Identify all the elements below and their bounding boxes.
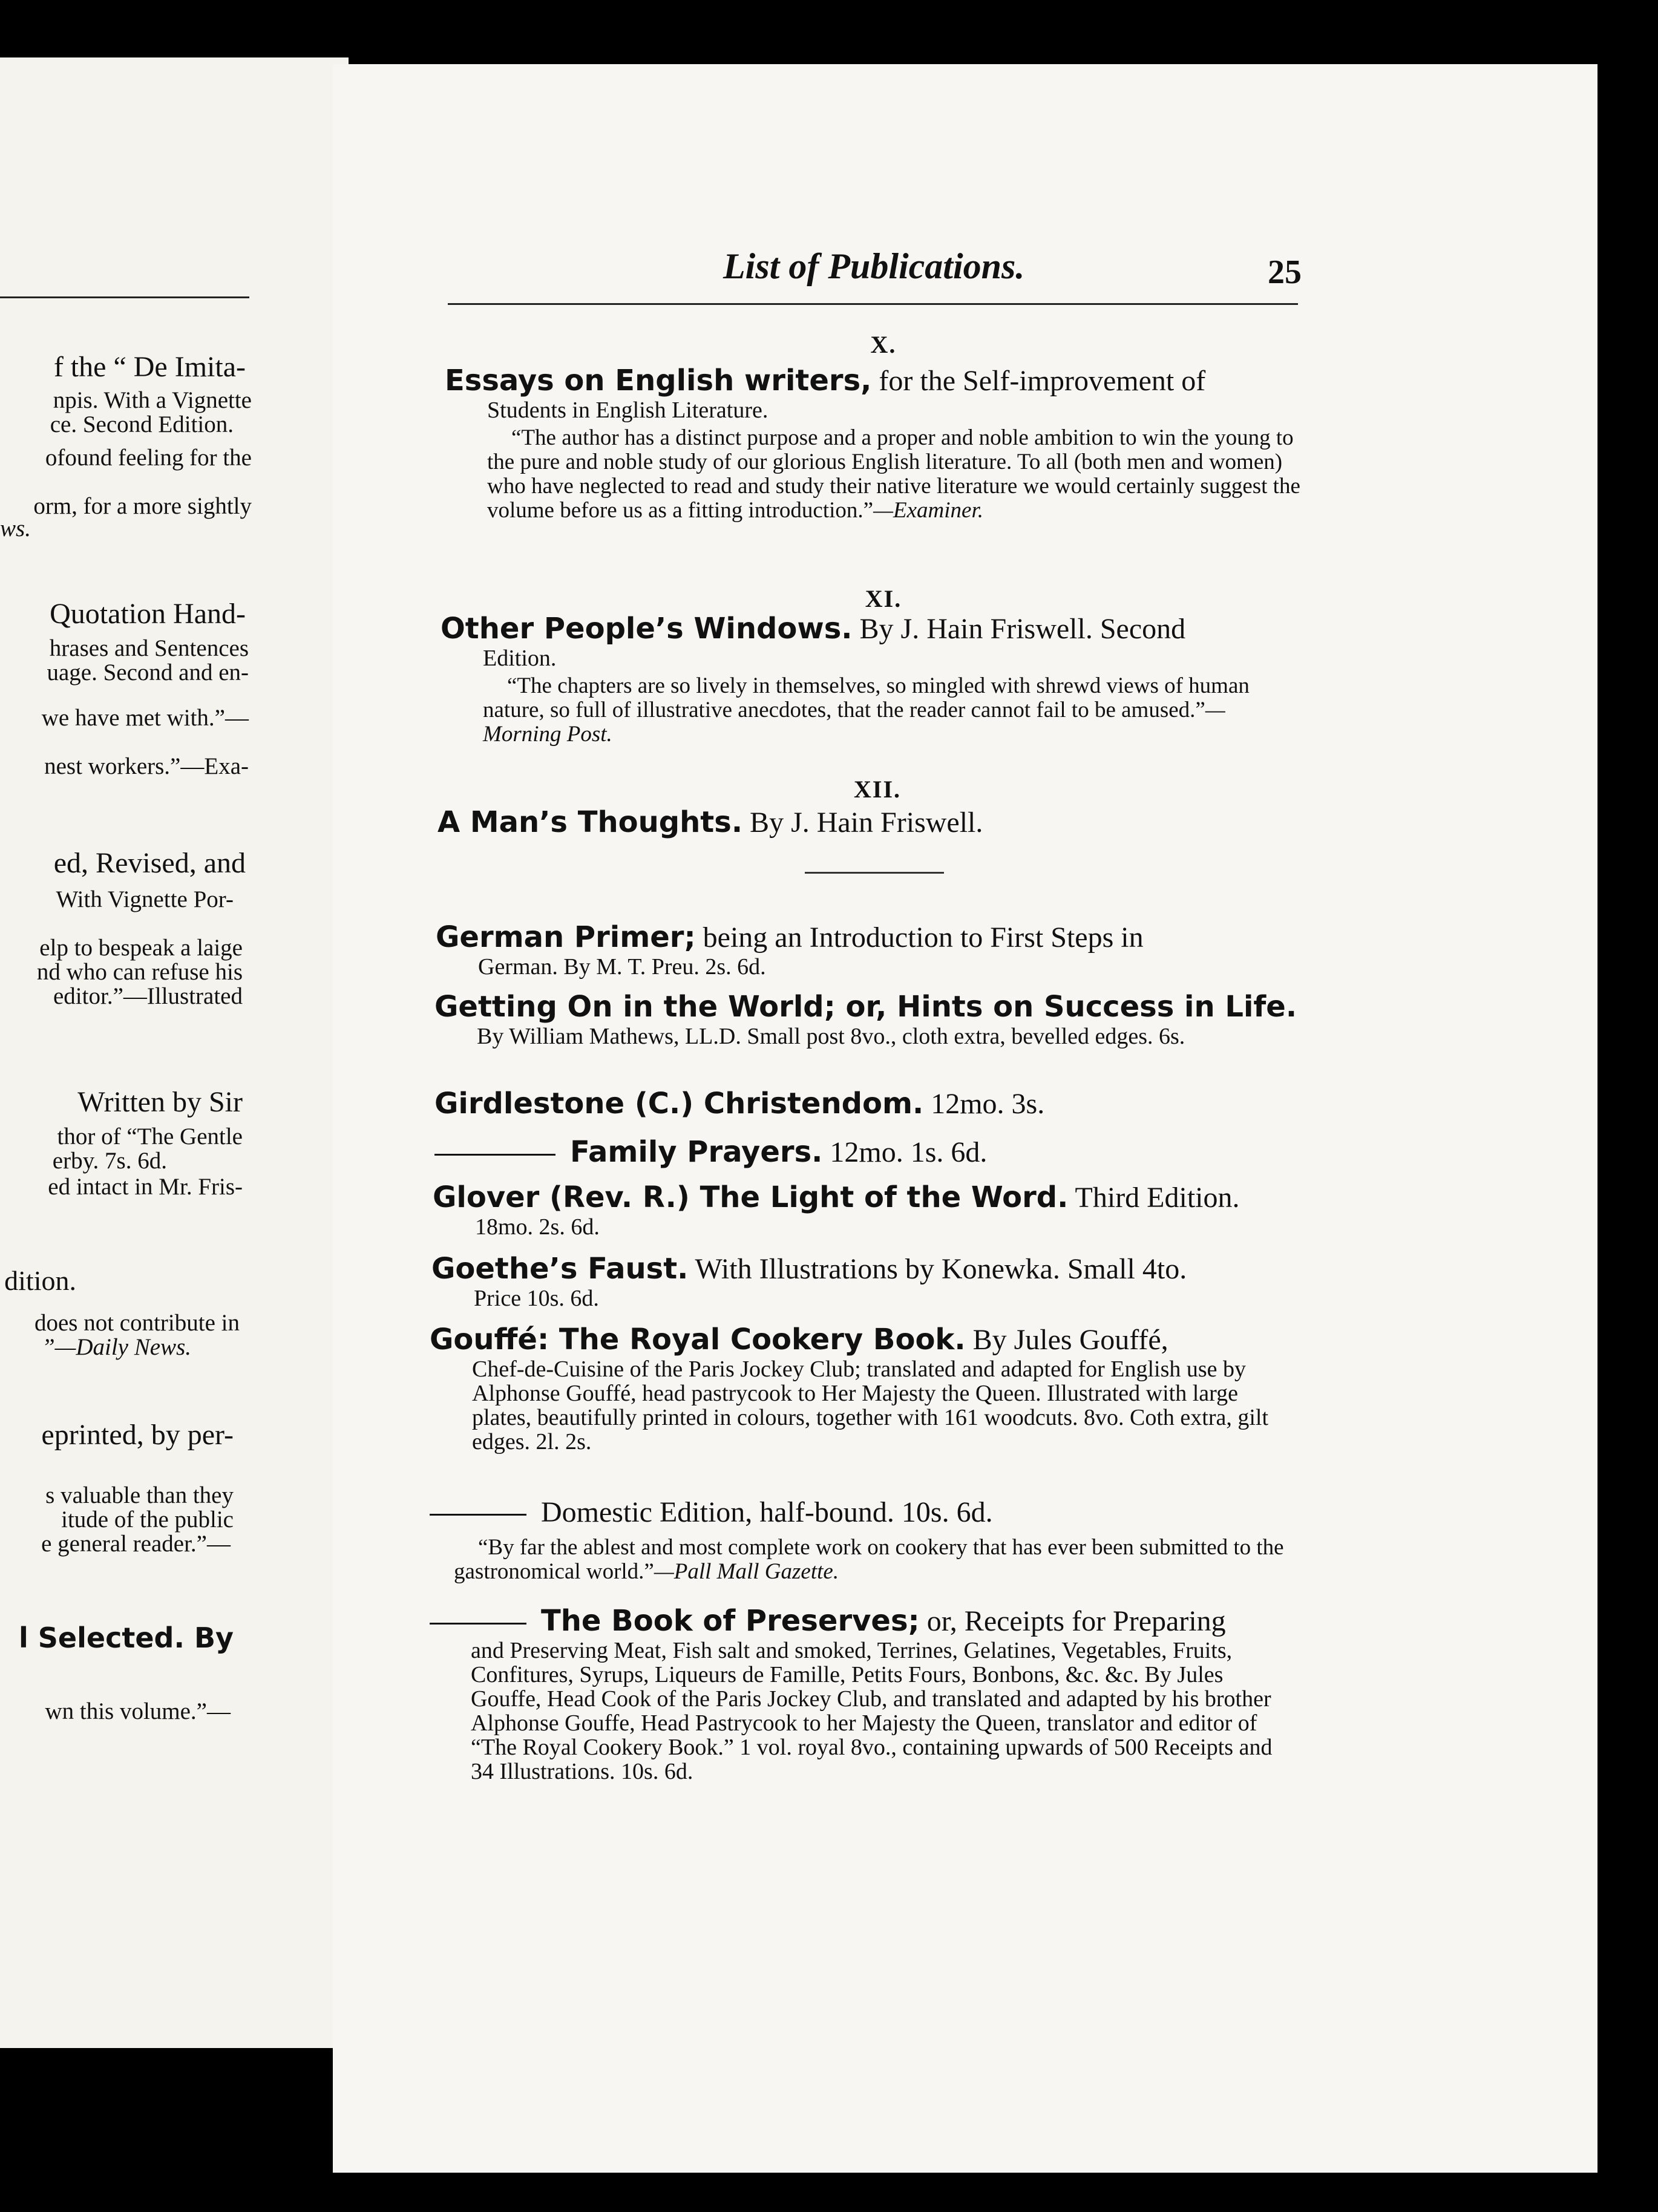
header-rule [448, 303, 1298, 305]
entry-goethes-faust [431, 1252, 1291, 1311]
left-line: l Selected. By [19, 1621, 234, 1654]
entry-heading [430, 1495, 1289, 1530]
entry-heading-rest: By Jules Gouffé, [965, 1324, 1168, 1356]
left-line: Written by Sir [77, 1086, 243, 1118]
left-line: nd who can refuse his [36, 959, 243, 985]
entry-title: Other People’s Windows. [441, 612, 853, 646]
entry-heading [430, 1323, 1289, 1357]
entry-heading [431, 1252, 1291, 1286]
review-source: —Pall Mall Gazette. [654, 1559, 839, 1584]
entry-heading-rest: for the Self-improvement of [871, 365, 1206, 397]
entry-review [487, 426, 1304, 523]
left-line: elp to bespeak a laige [39, 935, 243, 961]
entry-a-mans-thoughts [437, 805, 1297, 840]
left-line: ws. [0, 515, 31, 542]
left-line: dition. [4, 1265, 76, 1296]
entry-heading-rest: being an Introduction to First Steps in [695, 921, 1144, 954]
review-text: “By far the ablest and most complete work on cookery that has ever been submitted to the gastronomical world.” [454, 1535, 1284, 1584]
entry-body: Edition. [483, 646, 557, 671]
section-divider [805, 872, 944, 874]
left-line: eprinted, by per- [41, 1419, 234, 1451]
left-line: Quotation Hand- [50, 598, 246, 630]
entry-heading-rest: 12mo. 1s. 6d. [822, 1136, 988, 1168]
left-line: does not contribute in [34, 1310, 240, 1336]
review-text: “The author has a distinct purpose and a proper and noble ambition to win the young to the pure and noble study of our glorious English literature. To all (both men and women) who have neglected to read and study their native literature we would certainly suggest the volume before us as a fitting introduction.” [487, 425, 1300, 523]
entry-heading [445, 364, 1304, 398]
left-line: ce. Second Edition. [50, 411, 234, 437]
entry-girdlestone [434, 1087, 1294, 1121]
left-line: thor of “The Gentle [57, 1124, 243, 1150]
entry-heading [441, 612, 1301, 646]
entry-title: The Book of Preserves; [541, 1604, 920, 1638]
left-line: editor.”—Illustrated [53, 983, 243, 1009]
entry-body: By William Mathews, LL.D. Small post 8vo., cloth extra, bevelled edges. 6s. [477, 1024, 1185, 1049]
entry-title: Goethe’s Faust. [431, 1252, 689, 1286]
left-line: With Vignette Por- [56, 886, 234, 912]
entry-body: Chef-de-Cuisine of the Paris Jockey Club; translated and adapted for English use by Alphonse Gouffé, head pastrycook to Her Majesty the Queen. Illustrated with large plates, beautifully printed in colours, together with 161 woodcuts. 8vo. Coth extra, gilt edges. 2l. 2s. [472, 1356, 1269, 1454]
right-page [333, 64, 1597, 2173]
ditto-dash [430, 1514, 526, 1516]
entry-family-prayers [434, 1135, 1294, 1170]
running-header-title: List of Publications. [723, 246, 1025, 286]
left-line: ed intact in Mr. Fris- [48, 1174, 243, 1200]
entry-heading-rest: or, Receipts for Preparing [919, 1605, 1226, 1637]
entry-title: Family Prayers. [570, 1135, 823, 1169]
left-line: we have met with.”— [41, 705, 249, 731]
entry-title: Girdlestone (C.) Christendom. [434, 1087, 924, 1121]
entry-heading-rest: Domestic Edition, half-bound. 10s. 6d. [541, 1496, 993, 1528]
entry-heading-rest: With Illustrations by Konewka. Small 4to. [688, 1253, 1187, 1285]
entry-heading [434, 990, 1297, 1024]
entry-body: Price 10s. 6d. [474, 1286, 599, 1311]
entry-title: Glover (Rev. R.) The Light of the Word. [433, 1180, 1069, 1214]
left-line: orm, for a more sightly [33, 493, 252, 519]
page-number: 25 [1268, 254, 1302, 291]
left-line: e general reader.”— [41, 1531, 231, 1557]
entry-glover [433, 1180, 1292, 1239]
entry-title: A Man’s Thoughts. [437, 805, 743, 839]
review-source: —Morning Post. [483, 698, 1225, 747]
entry-heading-rest: Third Edition. [1068, 1182, 1240, 1214]
section-numeral: XI. [865, 585, 902, 612]
entry-essays [445, 364, 1304, 523]
left-line: s valuable than they [45, 1482, 234, 1508]
left-line: ”—Daily News. [41, 1334, 191, 1360]
left-page [0, 57, 349, 2048]
entry-book-of-preserves [430, 1604, 1289, 1784]
entry-heading-rest: 12mo. 3s. [923, 1088, 1045, 1120]
left-line: hrases and Sentences [49, 635, 249, 661]
entry-title: Gouffé: The Royal Cookery Book. [430, 1323, 966, 1356]
entry-heading [430, 1604, 1289, 1638]
entry-getting-on [434, 990, 1297, 1049]
review-source: —Examiner. [873, 498, 983, 523]
left-line: f the “ De Imita- [53, 351, 246, 383]
entry-title: Getting On in the World; or, Hints on Success in Life. [434, 990, 1297, 1024]
entry-body: Students in English Literature. [487, 398, 768, 423]
entry-heading-rest: By J. Hain Friswell. Second [852, 613, 1186, 645]
section-numeral: XII. [853, 776, 902, 803]
entry-domestic-edition [430, 1495, 1289, 1584]
entry-heading [434, 1135, 1294, 1170]
ditto-dash [434, 1154, 555, 1156]
entry-review [454, 1536, 1289, 1584]
left-line: nest workers.”—Exa- [44, 753, 249, 779]
left-header-rule [0, 296, 249, 298]
entry-other-peoples-windows [441, 612, 1301, 747]
left-line: ofound feeling for the [45, 445, 252, 471]
left-line: npis. With a Vignette [53, 387, 252, 413]
entry-heading [436, 920, 1295, 955]
left-line: uage. Second and en- [47, 659, 249, 686]
entry-gouffe-royal-cookery [430, 1323, 1289, 1454]
left-line: itude of the public [61, 1507, 234, 1533]
entry-heading [433, 1180, 1292, 1215]
left-line: ed, Revised, and [53, 847, 246, 879]
ditto-dash [430, 1623, 526, 1625]
section-numeral: X. [870, 331, 897, 358]
left-line: erby. 7s. 6d. [52, 1148, 167, 1174]
entry-heading [434, 1087, 1294, 1121]
entry-review [483, 674, 1301, 747]
entry-heading-rest: By J. Hain Friswell. [742, 807, 983, 839]
entry-body: 18mo. 2s. 6d. [475, 1214, 600, 1240]
entry-body: and Preserving Meat, Fish salt and smoked, Terrines, Gelatines, Vegetables, Fruits, Confitures, Syrups, Liqueurs de Famille, Petits Fours, Bonbons, &c. &c. By Jules Gouffe, Head Cook of the Paris Jockey Club, and translated and adapted by his brother Alphonse Gouffe, Head Pastrycook to her Majesty the Queen, translator and editor of “The Royal Cookery Book.” 1 vol. royal 8vo., containing upwards of 500 Receipts and 34 Illustrations. 10s. 6d. [471, 1638, 1273, 1784]
entry-body: German. By M. T. Preu. 2s. 6d. [478, 954, 766, 980]
entry-german-primer [436, 920, 1295, 979]
left-line: wn this volume.”— [45, 1698, 231, 1724]
entry-heading [437, 805, 1297, 840]
review-text: “The chapters are so lively in themselves, so mingled with shrewd views of human nature, so full of illustrative anecdotes, that the reader cannot fail to be amused.” [483, 673, 1250, 722]
entry-title: Essays on English writers, [445, 364, 872, 398]
entry-title: German Primer; [436, 920, 696, 954]
